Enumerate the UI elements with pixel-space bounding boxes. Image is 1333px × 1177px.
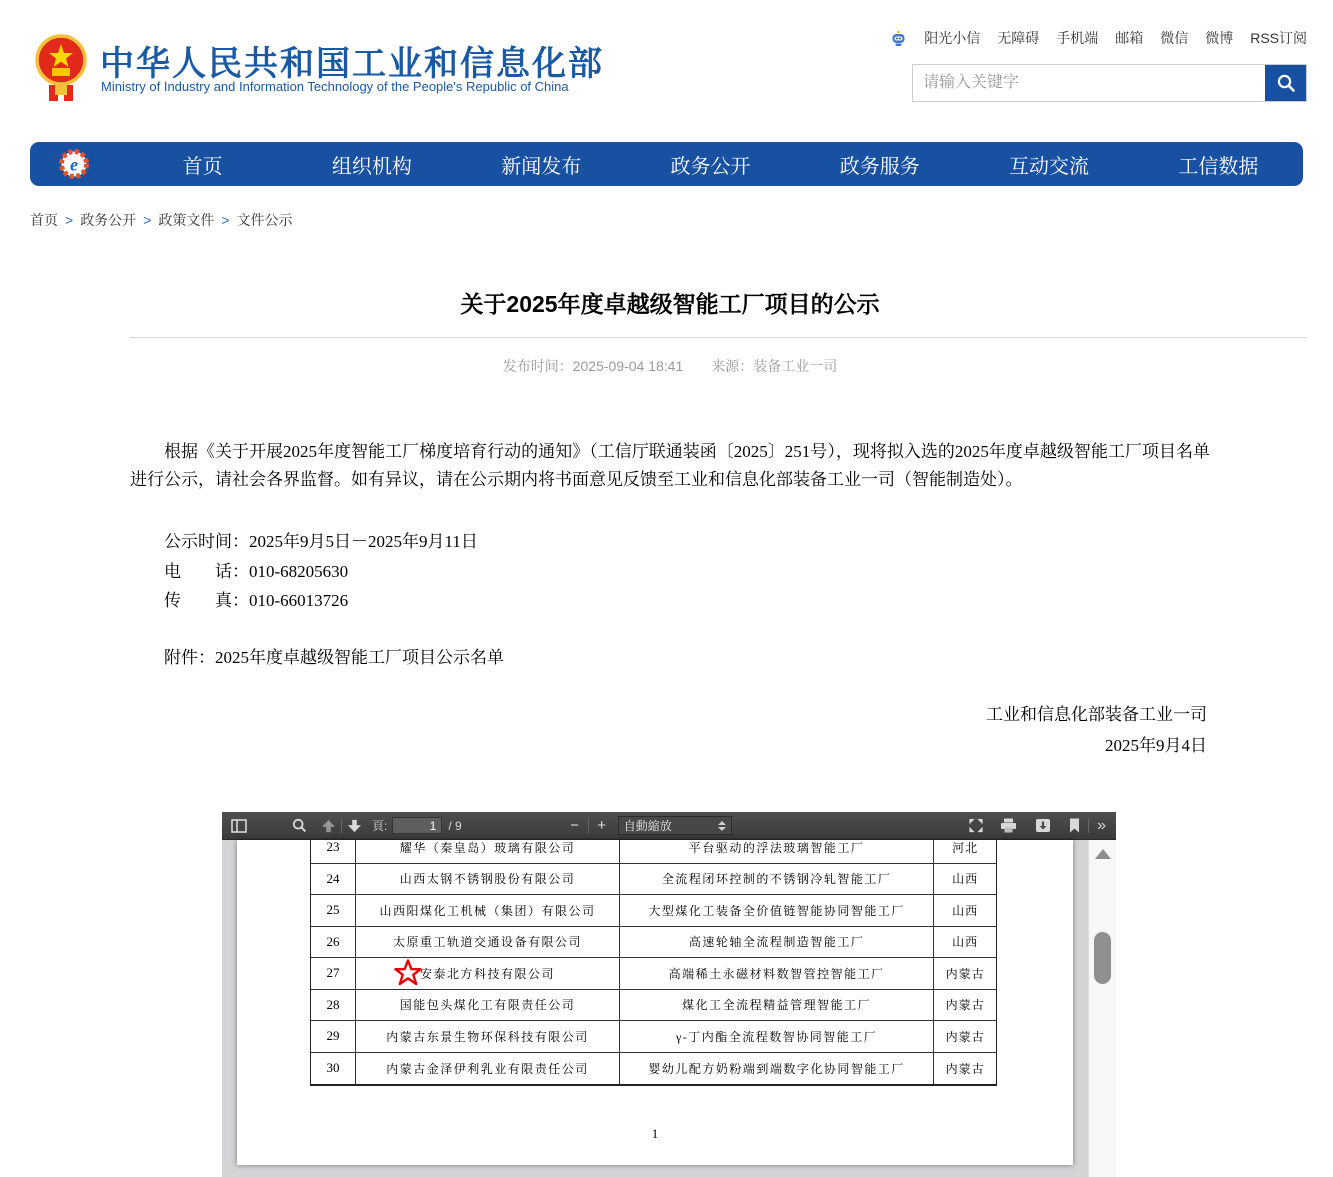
pdf-search-icon	[292, 818, 307, 833]
zoom-in-button[interactable]: +	[597, 817, 607, 834]
table-cell-prov: 内蒙古	[945, 1029, 985, 1044]
star-annotation-icon	[394, 959, 422, 987]
table-cell-prov: 内蒙古	[945, 1061, 985, 1076]
scrollbar-thumb[interactable]	[1094, 932, 1111, 984]
national-emblem-logo	[35, 30, 87, 104]
contact-phone: 电 话：010-68205630	[164, 562, 349, 581]
breadcrumb-file-notice[interactable]: 文件公示	[236, 212, 293, 228]
sidebar-toggle-button[interactable]	[231, 814, 247, 838]
table-cell-no: 24	[311, 864, 356, 895]
attachment-line: 附件：2025年度卓越级智能工厂项目公示名单	[164, 648, 504, 667]
table-row	[311, 958, 996, 990]
table-cell-prov: 内蒙古	[945, 966, 985, 981]
quick-link-wechat[interactable]: 微信	[1160, 30, 1189, 46]
pdf-viewer	[222, 812, 1116, 1177]
quick-link-accessibility[interactable]: 无障碍	[997, 30, 1040, 46]
quick-link-mobile[interactable]: 手机端	[1056, 30, 1099, 46]
table-cell-prov: 河北	[952, 840, 979, 855]
article-meta: 发布时间：2025-09-04 18:41 来源：装备工业一司	[502, 358, 838, 374]
table-cell-prov: 山西	[952, 872, 979, 887]
company-name: 安泰北方科技有限公司	[419, 966, 555, 981]
nav-item-gov-affairs[interactable]: 政务公开	[670, 155, 751, 178]
table-cell-company	[356, 1021, 620, 1052]
title-divider	[130, 337, 1307, 338]
table-row	[311, 895, 996, 927]
company-name: 山西阳煤化工机械（集团）有限公司	[379, 903, 596, 918]
search-bar	[912, 64, 1307, 102]
table-cell-project: 高速轮轴全流程制造智能工厂	[620, 927, 934, 958]
table-cell-project: 煤化工全流程精益管理智能工厂	[620, 990, 934, 1021]
quick-link-weibo[interactable]: 微博	[1205, 30, 1234, 46]
arrow-up-icon	[321, 819, 336, 833]
breadcrumb-separator: >	[143, 212, 152, 228]
table-cell-project: 大型煤化工装备全价值链智能协同智能工厂	[620, 895, 934, 926]
download-icon	[1035, 818, 1051, 833]
table-row	[311, 1021, 996, 1053]
nav-item-news[interactable]: 新闻发布	[501, 155, 582, 178]
table-row	[311, 864, 996, 896]
table-cell-company	[356, 1053, 620, 1085]
breadcrumb-policy-files[interactable]: 政策文件	[158, 212, 215, 228]
contact-fax: 传 真：010-66013726	[164, 591, 349, 610]
table-cell-company	[356, 864, 620, 895]
main-nav	[30, 142, 1303, 186]
table-cell-company	[356, 958, 620, 989]
quick-link-sunshine[interactable]: 阳光小信	[924, 30, 981, 46]
miit-gear-logo	[30, 147, 118, 181]
previous-page-button[interactable]	[321, 814, 336, 838]
table-cell-no: 29	[311, 1021, 356, 1052]
breadcrumb-separator: >	[65, 212, 74, 228]
table-cell-prov: 山西	[952, 935, 979, 950]
bookmark-icon	[1069, 818, 1080, 833]
toolbar-separator	[341, 818, 342, 833]
table-cell-no: 26	[311, 927, 356, 958]
article-title: 关于2025年度卓越级智能工厂项目的公示	[460, 291, 880, 317]
print-icon	[1000, 818, 1017, 833]
nav-item-organization[interactable]: 组织机构	[331, 155, 412, 178]
presentation-mode-button[interactable]	[968, 814, 984, 838]
quick-link-mail[interactable]: 邮箱	[1115, 30, 1144, 46]
notice-period: 公示时间：2025年9月5日－2025年9月11日	[164, 532, 478, 551]
page-label: 頁:	[372, 819, 388, 833]
select-spinner-icon	[718, 821, 726, 831]
arrow-down-icon	[347, 819, 362, 833]
zoom-out-button[interactable]: −	[570, 817, 580, 834]
zoom-mode-value: 自動縮放	[623, 819, 672, 833]
search-icon	[1276, 73, 1296, 93]
company-name: 太原重工轨道交通设备有限公司	[392, 935, 582, 950]
table-cell-no: 27	[311, 958, 356, 989]
toolbar-separator	[1088, 818, 1089, 833]
company-name: 山西太钢不锈钢股份有限公司	[399, 872, 576, 887]
table-cell-project: 全流程闭环控制的不锈钢冷轧智能工厂	[620, 864, 934, 895]
pdf-table	[310, 840, 997, 1086]
table-row	[311, 927, 996, 959]
company-name: 内蒙古东景生物环保科技有限公司	[386, 1029, 589, 1044]
table-cell-company	[356, 990, 620, 1021]
quick-link-rss[interactable]: RSS订阅	[1250, 30, 1307, 46]
pdf-toolbar	[222, 812, 1116, 840]
article-paragraph: 根据《关于开展2025年度智能工厂梯度培育行动的通知》（工信厅联通装函〔2025〕251号），现将拟入选的2025年度卓越级智能工厂项目名单进行公示，请社会各界监督。如有异议，请在公示期内将书面意见反馈至工业和信息化部装备工业一司（智能制造处）。	[130, 442, 1210, 489]
breadcrumb-separator: >	[221, 212, 230, 228]
table-cell-no: 30	[311, 1053, 356, 1085]
table-cell-project: 高端稀土永磁材料数智管控智能工厂	[620, 958, 934, 989]
table-cell-company	[356, 895, 620, 926]
search-input[interactable]	[913, 65, 1265, 101]
table-row	[311, 840, 996, 864]
pdf-search-button[interactable]	[292, 814, 307, 838]
table-cell-prov: 内蒙古	[945, 998, 985, 1013]
pdf-page	[237, 840, 1073, 1165]
site-title: 中华人民共和国工业和信息化部	[100, 45, 604, 83]
table-cell-company	[356, 927, 620, 958]
breadcrumb-home[interactable]: 首页	[30, 212, 58, 228]
table-cell-no: 25	[311, 895, 356, 926]
toolbar-separator	[588, 818, 589, 833]
next-page-button[interactable]	[347, 814, 362, 838]
search-button[interactable]	[1265, 65, 1306, 101]
nav-item-home[interactable]: 首页	[182, 155, 223, 178]
scroll-up-arrow-icon[interactable]	[1095, 849, 1111, 859]
mascot-robot-icon	[890, 30, 907, 47]
header-quick-links	[890, 28, 1307, 48]
table-row	[311, 990, 996, 1022]
zoom-mode-select[interactable]	[618, 816, 732, 835]
more-tools-button[interactable]: »	[1097, 816, 1104, 834]
pdf-scrollbar[interactable]	[1088, 840, 1116, 1177]
svg-text:e: e	[70, 154, 78, 175]
download-button[interactable]	[1035, 814, 1051, 838]
nav-item-gov-services[interactable]: 政务服务	[839, 155, 920, 178]
table-cell-no: 28	[311, 990, 356, 1021]
page-number-input[interactable]	[392, 817, 442, 834]
table-cell-prov: 山西	[952, 903, 979, 918]
print-button[interactable]	[1000, 814, 1017, 838]
site-subtitle: Ministry of Industry and Information Technology of the People's Republic of China	[101, 79, 569, 94]
bookmark-button[interactable]	[1069, 814, 1080, 838]
nav-item-interaction[interactable]: 互动交流	[1009, 155, 1090, 178]
table-cell-company	[356, 840, 620, 863]
signature-date: 2025年9月4日	[1105, 736, 1207, 755]
fullscreen-icon	[968, 818, 984, 833]
nav-item-data[interactable]: 工信数据	[1178, 155, 1259, 178]
page-count: / 9	[448, 818, 462, 833]
table-cell-no: 23	[311, 840, 356, 863]
breadcrumb	[30, 210, 293, 230]
company-name: 耀华（秦皇岛）玻璃有限公司	[399, 840, 576, 855]
table-cell-project: γ-丁内酯全流程数智协同智能工厂	[620, 1021, 934, 1052]
company-name: 内蒙古金泽伊利乳业有限责任公司	[386, 1061, 589, 1076]
table-cell-project: 平台驱动的浮法玻璃智能工厂	[620, 840, 934, 863]
signature-department: 工业和信息化部装备工业一司	[986, 705, 1207, 724]
table-row	[311, 1053, 996, 1085]
sidebar-toggle-icon	[231, 819, 247, 833]
company-name: 国能包头煤化工有限责任公司	[399, 998, 576, 1013]
breadcrumb-gov-affairs[interactable]: 政务公开	[80, 212, 137, 228]
table-cell-project: 婴幼儿配方奶粉端到端数字化协同智能工厂	[620, 1053, 934, 1085]
pdf-footer-page-number: 1	[651, 1126, 659, 1141]
